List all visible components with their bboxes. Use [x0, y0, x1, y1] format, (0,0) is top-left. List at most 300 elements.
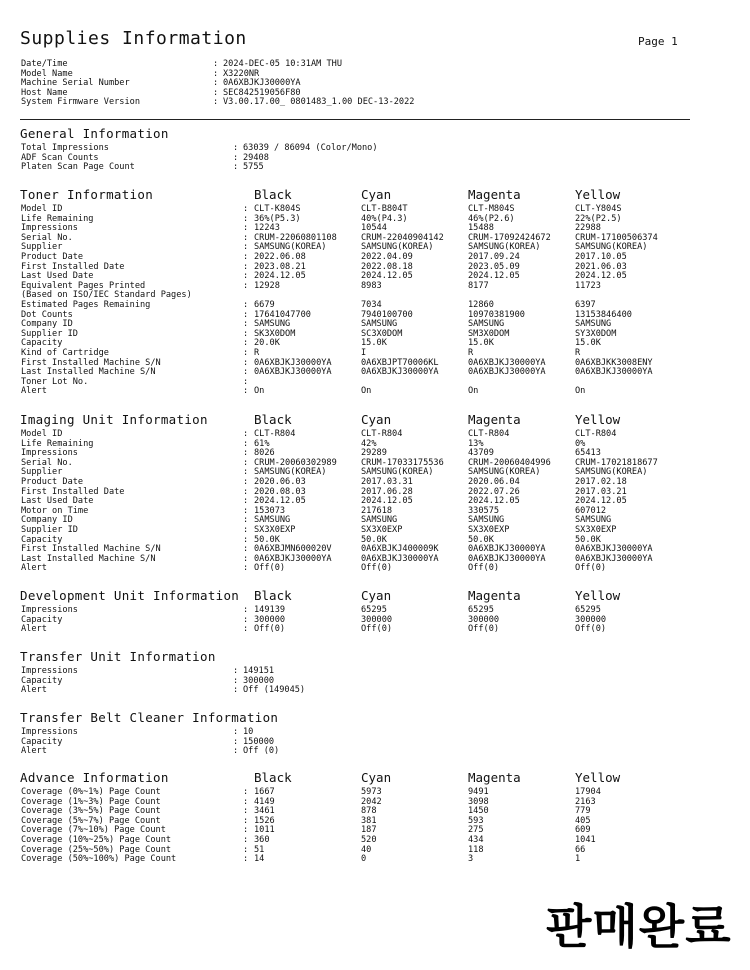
- cell-cyan: 40%(P4.3): [361, 213, 408, 224]
- separator: :: [243, 505, 249, 516]
- cell-cyan: 0: [361, 854, 367, 865]
- system-info-row: [0, 60, 750, 70]
- cell-yellow: SAMSUNG: [575, 515, 612, 526]
- sold-stamp: 판매완료: [546, 900, 732, 955]
- row-value: 5755: [243, 162, 264, 173]
- cell-cyan: 187: [361, 825, 377, 836]
- cell-magenta: 2024.12.05: [468, 496, 520, 507]
- cell-yellow: CLT-R804: [575, 429, 617, 439]
- row-label: Capacity: [21, 338, 63, 349]
- cell-black: SAMSUNG(KOREA): [254, 242, 327, 253]
- separator: :: [243, 328, 249, 339]
- cell-black: SK3X0DOM: [254, 328, 296, 339]
- cell-yellow: SY3X0DOM: [575, 328, 617, 339]
- cell-magenta: 0A6XBJKJ30000YA: [468, 544, 546, 555]
- separator: :: [243, 448, 249, 459]
- cell-black: 2020.08.03: [254, 486, 306, 497]
- cell-cyan: 2017.03.31: [361, 477, 413, 487]
- cell-black: 61%: [254, 438, 270, 449]
- cell-magenta: CRUM-20060404996: [468, 457, 551, 468]
- toner-col-cyan: Cyan: [361, 187, 392, 202]
- cell-cyan: Off(0): [361, 624, 393, 635]
- cell-yellow: 66: [575, 844, 586, 855]
- cell-black: R: [254, 348, 260, 358]
- imaging-info-title: Imaging Unit Information: [20, 412, 208, 427]
- separator: :: [243, 429, 249, 439]
- row-label: Platen Scan Page Count: [21, 162, 135, 173]
- toner-col-magenta: Magenta: [468, 187, 521, 202]
- row-label: Last Installed Machine S/N: [21, 553, 156, 564]
- cell-black: 12928: [254, 280, 280, 291]
- cell-yellow: 0A6XBJKK3008ENY: [575, 357, 653, 368]
- cell-cyan: SAMSUNG(KOREA): [361, 467, 434, 478]
- cell-cyan: 7034: [361, 300, 382, 310]
- cell-yellow: CLT-Y804S: [575, 204, 622, 214]
- cell-black: 1667: [254, 787, 275, 797]
- cell-cyan: 0A6XBJPT70006KL: [361, 357, 439, 368]
- cell-yellow: 22988: [575, 223, 601, 234]
- row-label: Supplier: [21, 467, 63, 478]
- separator: :: [243, 525, 249, 535]
- row-label: Impressions: [21, 448, 78, 459]
- row-label: Dot Counts: [21, 309, 73, 320]
- row-label: Serial No.: [21, 457, 73, 468]
- row-label: Coverage (7%~10%) Page Count: [21, 825, 166, 836]
- cell-yellow: 779: [575, 806, 591, 817]
- cell-magenta: 0A6XBJKJ30000YA: [468, 357, 546, 368]
- cell-cyan: 0A6XBJKJ400009K: [361, 544, 439, 555]
- row-value: 300000: [243, 675, 275, 686]
- cell-cyan: 42%: [361, 438, 377, 449]
- cell-magenta: 46%(P2.6): [468, 213, 515, 224]
- cell-magenta: Off(0): [468, 624, 500, 635]
- row-value: Off (0): [243, 746, 280, 757]
- cell-cyan: 2042: [361, 796, 382, 807]
- cell-black: 50.0K: [254, 534, 280, 545]
- toner-info-row: [0, 339, 750, 349]
- cell-black: 360: [254, 835, 270, 845]
- separator: :: [243, 348, 249, 358]
- cell-cyan: 65295: [361, 605, 387, 615]
- row-value: SEC842519056F80: [223, 87, 301, 98]
- cell-cyan: 381: [361, 815, 377, 826]
- separator: :: [233, 152, 239, 163]
- cell-yellow: SAMSUNG(KOREA): [575, 242, 648, 253]
- cell-black: SAMSUNG: [254, 515, 291, 526]
- cell-cyan: SAMSUNG(KOREA): [361, 242, 434, 253]
- cell-magenta: 300000: [468, 614, 500, 625]
- cell-cyan: 300000: [361, 614, 393, 625]
- toner-info-row: [0, 368, 750, 378]
- cell-yellow: SAMSUNG: [575, 319, 612, 330]
- separator: :: [243, 467, 249, 478]
- separator: :: [243, 319, 249, 330]
- separator: :: [243, 614, 249, 625]
- cell-yellow: 2017.02.18: [575, 477, 627, 487]
- cell-yellow: 0%: [575, 438, 586, 449]
- separator: :: [243, 338, 249, 349]
- cell-magenta: SAMSUNG(KOREA): [468, 242, 541, 253]
- advance-col-black: Black: [254, 770, 292, 785]
- cell-yellow: 17904: [575, 787, 601, 797]
- cell-magenta: On: [468, 386, 479, 397]
- cell-magenta: 65295: [468, 605, 494, 615]
- cell-black: SAMSUNG: [254, 319, 291, 330]
- row-label: Company ID: [21, 319, 73, 330]
- cell-yellow: On: [575, 386, 586, 397]
- cell-black: Off(0): [254, 624, 286, 635]
- separator: :: [243, 438, 249, 449]
- imaging-col-black: Black: [254, 412, 292, 427]
- cell-yellow: 6397: [575, 300, 596, 310]
- separator: :: [243, 357, 249, 368]
- cell-cyan: 0A6XBJKJ30000YA: [361, 367, 439, 378]
- cell-black: 36%(P5.3): [254, 213, 301, 224]
- cell-yellow: CRUM-17021818677: [575, 457, 658, 468]
- row-label: Coverage (5%~7%) Page Count: [21, 815, 161, 826]
- cell-black: 20.0K: [254, 338, 280, 349]
- row-label: Last Used Date: [21, 496, 94, 507]
- belt-info-row: [0, 747, 750, 757]
- development-col-black: Black: [254, 588, 292, 603]
- cell-magenta: CLT-R804: [468, 429, 510, 439]
- cell-cyan: SAMSUNG: [361, 515, 398, 526]
- toner-col-yellow: Yellow: [575, 187, 621, 202]
- separator: :: [243, 624, 249, 635]
- page-number: Page 1: [638, 35, 678, 48]
- development-col-magenta: Magenta: [468, 588, 521, 603]
- row-label: System Firmware Version: [21, 97, 140, 108]
- system-info-row: [0, 79, 750, 89]
- separator: :: [233, 143, 239, 153]
- cell-yellow: 22%(P2.5): [575, 213, 622, 224]
- cell-magenta: 12860: [468, 300, 494, 310]
- separator: :: [233, 675, 239, 686]
- toner-info-row: [0, 387, 750, 397]
- development-col-yellow: Yellow: [575, 588, 621, 603]
- separator: :: [213, 97, 219, 108]
- row-label: Model Name: [21, 68, 73, 79]
- separator: :: [243, 242, 249, 253]
- row-label: ADF Scan Counts: [21, 152, 99, 163]
- cell-magenta: 10970381900: [468, 309, 525, 320]
- separator: :: [243, 261, 249, 272]
- belt-info-row: [0, 728, 750, 738]
- cell-cyan: 7940100700: [361, 309, 413, 320]
- row-label: Capacity: [21, 614, 63, 625]
- cell-cyan: SAMSUNG: [361, 319, 398, 330]
- cell-cyan: 217618: [361, 505, 393, 516]
- cell-cyan: Off(0): [361, 563, 393, 574]
- cell-yellow: 0A6XBJKJ30000YA: [575, 367, 653, 378]
- cell-cyan: 5973: [361, 787, 382, 797]
- separator: :: [243, 367, 249, 378]
- separator: :: [243, 605, 249, 615]
- cell-yellow: 15.0K: [575, 338, 601, 349]
- cell-magenta: CRUM-17092424672: [468, 232, 551, 243]
- cell-yellow: Off(0): [575, 563, 607, 574]
- advance-col-cyan: Cyan: [361, 770, 392, 785]
- toner-info-title: Toner Information: [20, 187, 154, 202]
- separator: :: [243, 252, 249, 262]
- cell-black: 14: [254, 854, 265, 865]
- row-value: X3220NR: [223, 68, 260, 79]
- row-label: Supplier ID: [21, 525, 78, 535]
- imaging-col-magenta: Magenta: [468, 412, 521, 427]
- row-value: V3.00.17.00_ 0801483_1.00 DEC-13-2022: [223, 97, 415, 108]
- separator: :: [233, 736, 239, 747]
- cell-magenta: SAMSUNG(KOREA): [468, 467, 541, 478]
- cell-cyan: 0A6XBJKJ30000YA: [361, 553, 439, 564]
- separator: :: [233, 727, 239, 737]
- row-label: Estimated Pages Remaining: [21, 300, 151, 310]
- cell-black: 51: [254, 844, 265, 855]
- row-label: Date/Time: [21, 59, 68, 69]
- cell-magenta: 2022.07.26: [468, 486, 520, 497]
- cell-magenta: SAMSUNG: [468, 515, 505, 526]
- separator: :: [243, 844, 249, 855]
- cell-magenta: 9491: [468, 787, 489, 797]
- belt-info-title: Transfer Belt Cleaner Information: [20, 710, 279, 725]
- cell-yellow: 65295: [575, 605, 601, 615]
- cell-yellow: 65413: [575, 448, 601, 459]
- row-label: Alert: [21, 563, 47, 574]
- row-label: Last Used Date: [21, 271, 94, 282]
- row-label: Alert: [21, 624, 47, 635]
- cell-magenta: 2017.09.24: [468, 252, 520, 262]
- cell-yellow: 0A6XBJKJ30000YA: [575, 544, 653, 555]
- row-label: Alert: [21, 386, 47, 397]
- row-label: First Installed Machine S/N: [21, 357, 161, 368]
- separator: :: [243, 515, 249, 526]
- cell-yellow: 1: [575, 854, 581, 865]
- cell-magenta: 434: [468, 835, 484, 845]
- cell-cyan: SC3X0DOM: [361, 328, 403, 339]
- separator: :: [243, 825, 249, 836]
- transfer-info-row: [0, 677, 750, 687]
- separator: :: [243, 232, 249, 243]
- row-label: (Based on ISO/IEC Standard Pages): [21, 290, 192, 301]
- row-label: Coverage (10%~25%) Page Count: [21, 835, 172, 845]
- row-label: Total Impressions: [21, 143, 109, 153]
- row-value: Off (149045): [243, 685, 306, 696]
- cell-magenta: 0A6XBJKJ30000YA: [468, 367, 546, 378]
- row-label: Coverage (50%~100%) Page Count: [21, 854, 177, 865]
- cell-cyan: 50.0K: [361, 534, 387, 545]
- cell-yellow: 609: [575, 825, 591, 836]
- cell-black: 17641047700: [254, 309, 311, 320]
- toner-info-row: [0, 378, 750, 388]
- cell-yellow: 2163: [575, 796, 596, 807]
- toner-col-black: Black: [254, 187, 292, 202]
- header-divider: [20, 119, 690, 120]
- separator: :: [243, 204, 249, 214]
- cell-cyan: SX3X0EXP: [361, 525, 403, 535]
- row-label: Capacity: [21, 736, 63, 747]
- cell-magenta: 0A6XBJKJ30000YA: [468, 553, 546, 564]
- advance-col-yellow: Yellow: [575, 770, 621, 785]
- cell-cyan: 8983: [361, 280, 382, 291]
- cell-yellow: 2017.10.05: [575, 252, 627, 262]
- row-label: Machine Serial Number: [21, 78, 130, 89]
- page-title: Supplies Information: [20, 28, 247, 49]
- cell-black: 2024.12.05: [254, 271, 306, 282]
- row-label: Alert: [21, 746, 47, 757]
- separator: :: [243, 386, 249, 397]
- cell-yellow: 13153846400: [575, 309, 632, 320]
- row-value: 0A6XBJKJ30000YA: [223, 78, 301, 89]
- cell-magenta: 1450: [468, 806, 489, 817]
- row-label: First Installed Machine S/N: [21, 544, 161, 555]
- separator: :: [243, 376, 249, 387]
- cell-cyan: 878: [361, 806, 377, 817]
- cell-yellow: 2021.06.03: [575, 261, 627, 272]
- separator: :: [243, 806, 249, 817]
- row-value: 149151: [243, 666, 275, 676]
- cell-magenta: 593: [468, 815, 484, 826]
- row-label: Alert: [21, 685, 47, 696]
- cell-cyan: CRUM-22040904142: [361, 232, 444, 243]
- cell-magenta: SAMSUNG: [468, 319, 505, 330]
- cell-cyan: On: [361, 386, 372, 397]
- cell-magenta: 43709: [468, 448, 494, 459]
- cell-magenta: CLT-M804S: [468, 204, 515, 214]
- cell-cyan: 10544: [361, 223, 387, 234]
- row-label: Equivalent Pages Printed: [21, 280, 146, 291]
- cell-cyan: I: [361, 348, 367, 358]
- cell-yellow: 405: [575, 815, 591, 826]
- separator: :: [243, 563, 249, 574]
- separator: :: [243, 457, 249, 468]
- cell-cyan: CLT-B804T: [361, 204, 408, 214]
- row-label: Supplier: [21, 242, 63, 253]
- row-label: Impressions: [21, 223, 78, 234]
- separator: :: [233, 685, 239, 696]
- transfer-info-row: [0, 667, 750, 677]
- cell-magenta: 330575: [468, 505, 500, 516]
- development-info-row: [0, 625, 750, 635]
- imaging-col-yellow: Yellow: [575, 412, 621, 427]
- imaging-col-cyan: Cyan: [361, 412, 392, 427]
- cell-black: 2020.06.03: [254, 477, 306, 487]
- separator: :: [243, 787, 249, 797]
- separator: :: [243, 496, 249, 507]
- belt-info-row: [0, 738, 750, 748]
- row-value: 150000: [243, 736, 275, 747]
- cell-black: 300000: [254, 614, 286, 625]
- cell-black: CRUM-22060801108: [254, 232, 337, 243]
- cell-cyan: 2022.04.09: [361, 252, 413, 262]
- cell-yellow: R: [575, 348, 581, 358]
- transfer-info-row: [0, 686, 750, 696]
- row-label: Product Date: [21, 252, 84, 262]
- cell-yellow: 300000: [575, 614, 607, 625]
- cell-cyan: 2024.12.05: [361, 271, 413, 282]
- cell-black: 4149: [254, 796, 275, 807]
- cell-black: CLT-K804S: [254, 204, 301, 214]
- cell-yellow: 50.0K: [575, 534, 601, 545]
- development-col-cyan: Cyan: [361, 588, 392, 603]
- cell-cyan: 29289: [361, 448, 387, 459]
- cell-magenta: Off(0): [468, 563, 500, 574]
- cell-cyan: CLT-R804: [361, 429, 403, 439]
- transfer-info-title: Transfer Unit Information: [20, 649, 216, 664]
- cell-black: 1526: [254, 815, 275, 826]
- advance-info-row: [0, 855, 750, 865]
- separator: :: [233, 746, 239, 757]
- cell-yellow: 607012: [575, 505, 607, 516]
- separator: :: [243, 854, 249, 865]
- row-label: Coverage (3%~5%) Page Count: [21, 806, 161, 817]
- separator: :: [243, 544, 249, 555]
- row-value: 63039 / 86094 (Color/Mono): [243, 143, 378, 153]
- row-label: Toner Lot No.: [21, 376, 89, 387]
- cell-yellow: 1041: [575, 835, 596, 845]
- row-label: Impressions: [21, 727, 78, 737]
- cell-black: 153073: [254, 505, 286, 516]
- cell-black: 8026: [254, 448, 275, 459]
- general-info-row: [0, 163, 750, 173]
- row-value: 2024-DEC-05 10:31AM THU: [223, 59, 342, 69]
- row-label: Supplier ID: [21, 328, 78, 339]
- cell-black: 3461: [254, 806, 275, 817]
- cell-black: CLT-R804: [254, 429, 296, 439]
- separator: :: [233, 162, 239, 173]
- row-label: Serial No.: [21, 232, 73, 243]
- cell-magenta: 118: [468, 844, 484, 855]
- cell-black: 149139: [254, 605, 286, 615]
- cell-cyan: 15.0K: [361, 338, 387, 349]
- cell-black: SAMSUNG(KOREA): [254, 467, 327, 478]
- cell-yellow: 0A6XBJKJ30000YA: [575, 553, 653, 564]
- separator: :: [243, 815, 249, 826]
- cell-cyan: CRUM-17033175536: [361, 457, 444, 468]
- separator: :: [213, 87, 219, 98]
- separator: :: [243, 223, 249, 234]
- row-label: First Installed Date: [21, 261, 125, 272]
- row-label: Coverage (0%~1%) Page Count: [21, 787, 161, 797]
- row-label: Model ID: [21, 429, 63, 439]
- cell-black: 2024.12.05: [254, 496, 306, 507]
- cell-magenta: 2023.05.09: [468, 261, 520, 272]
- row-label: Motor on Time: [21, 505, 89, 516]
- separator: :: [243, 280, 249, 291]
- separator: :: [243, 300, 249, 310]
- cell-black: 0A6XBJKJ30000YA: [254, 553, 332, 564]
- separator: :: [233, 666, 239, 676]
- cell-yellow: 11723: [575, 280, 601, 291]
- row-label: Kind of Cartridge: [21, 348, 109, 358]
- cell-magenta: 8177: [468, 280, 489, 291]
- cell-magenta: 2020.06.04: [468, 477, 520, 487]
- separator: :: [243, 477, 249, 487]
- cell-magenta: 15488: [468, 223, 494, 234]
- cell-yellow: 2024.12.05: [575, 496, 627, 507]
- cell-black: 0A6XBJMN600020V: [254, 544, 332, 555]
- row-label: Coverage (25%~50%) Page Count: [21, 844, 172, 855]
- separator: :: [243, 309, 249, 320]
- cell-black: 2022.06.08: [254, 252, 306, 262]
- cell-black: 0A6XBJKJ30000YA: [254, 357, 332, 368]
- cell-black: 2023.08.21: [254, 261, 306, 272]
- cell-magenta: SM3X0DOM: [468, 328, 510, 339]
- cell-magenta: 2024.12.05: [468, 271, 520, 282]
- row-label: Model ID: [21, 204, 63, 214]
- separator: :: [243, 213, 249, 224]
- cell-black: 0A6XBJKJ30000YA: [254, 367, 332, 378]
- general-info-title: General Information: [20, 126, 169, 141]
- cell-black: SX3X0EXP: [254, 525, 296, 535]
